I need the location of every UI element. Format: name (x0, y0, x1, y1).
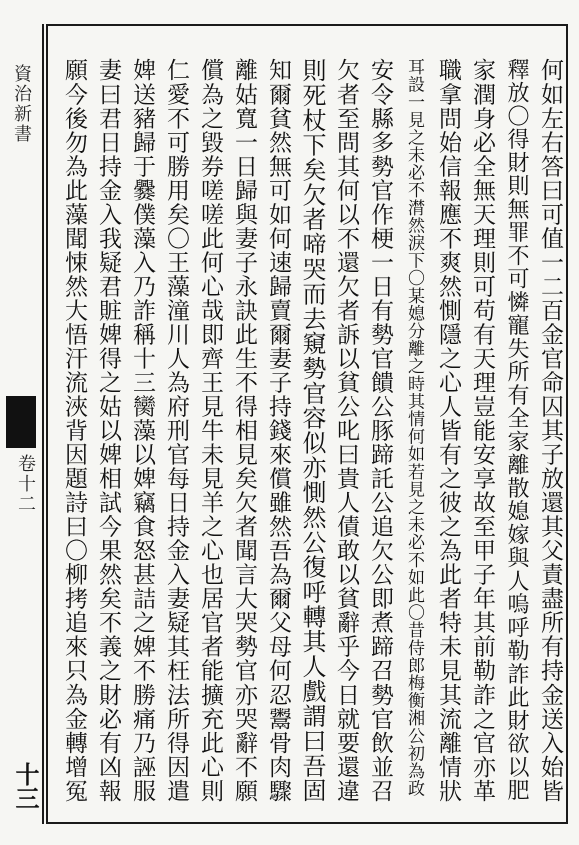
chapter-label: 卷十二 (15, 454, 36, 514)
text-column-7: 欠者至問其何以不還欠者訴以貧公叱曰貴人債敢以貧辭乎今日就要還違 (333, 58, 359, 803)
fishtail-block-mark (6, 396, 36, 448)
running-head-margin (2, 24, 44, 824)
text-column-12: 仁愛不可勝用矣〇王藻潼川人為府刑官每日持金入妻疑其枉法所得因遣 (163, 58, 189, 803)
text-column-13: 婢送豬歸于爨僕藻入乃詐稱十三臠藻以婢竊食怒甚詰之婢不勝痛乃誣服 (129, 58, 155, 803)
text-column-8: 則死杖下矣欠者啼哭而去窺勢官容似亦惻然公復呼轉其人戲謂曰吾固 (298, 58, 326, 803)
text-column-9: 知爾貧然無可如何速歸賣爾妻子持錢來償雖然吾為爾父母何忍鬻骨肉驟 (265, 58, 291, 803)
text-column-4: 職拿問始信報應不爽然惻隱之心人皆有之彼之為此者特未見其流離情狀 (435, 58, 461, 803)
text-column-6: 安令縣多勢官作梗一日有勢官饋公豚蹄託公追欠公即煮蹄召勢官飲並召 (367, 58, 393, 803)
text-column-1: 何如左右答曰可值一二百金官命囚其子放還其父責盡所有持金送入始皆 (537, 58, 563, 803)
text-column-15: 願今後勿為此藻聞悚然大悟汗流浹背因題詩曰〇柳拷追來只為金轉增冤 (61, 58, 87, 803)
text-column-10: 離姑寬一日歸與妻子永訣此生不得相見矣欠者聞言大哭勢官亦哭辭不願 (231, 58, 257, 803)
book-title: 資治新書 (11, 64, 32, 144)
text-column-14: 妻曰君日持金入我疑君賍婢得之姑以婢相試今果然矣不義之財必有凶報 (95, 58, 121, 803)
text-column-5: 耳設一見之未必不潸然淚下〇某媳分離之時其情何如若見之未必不如此〇昔侍郎梅衡湘公初為政 (404, 58, 424, 798)
folio-number: 十三 (11, 762, 40, 810)
text-column-3: 家潤身必全無天理則可苟有天理豈能安享故至甲子年其前勒詐之官亦革 (469, 58, 495, 803)
text-column-11: 償為之毀券嗟嗟此何心哉即齊王見牛未見羊之心也居官者能擴充此心則 (197, 58, 223, 803)
text-column-2: 釋放〇得財則無罪不可憐寵失所有全家離散媳嫁與人嗚呼勒詐此財欲以肥 (504, 58, 529, 802)
